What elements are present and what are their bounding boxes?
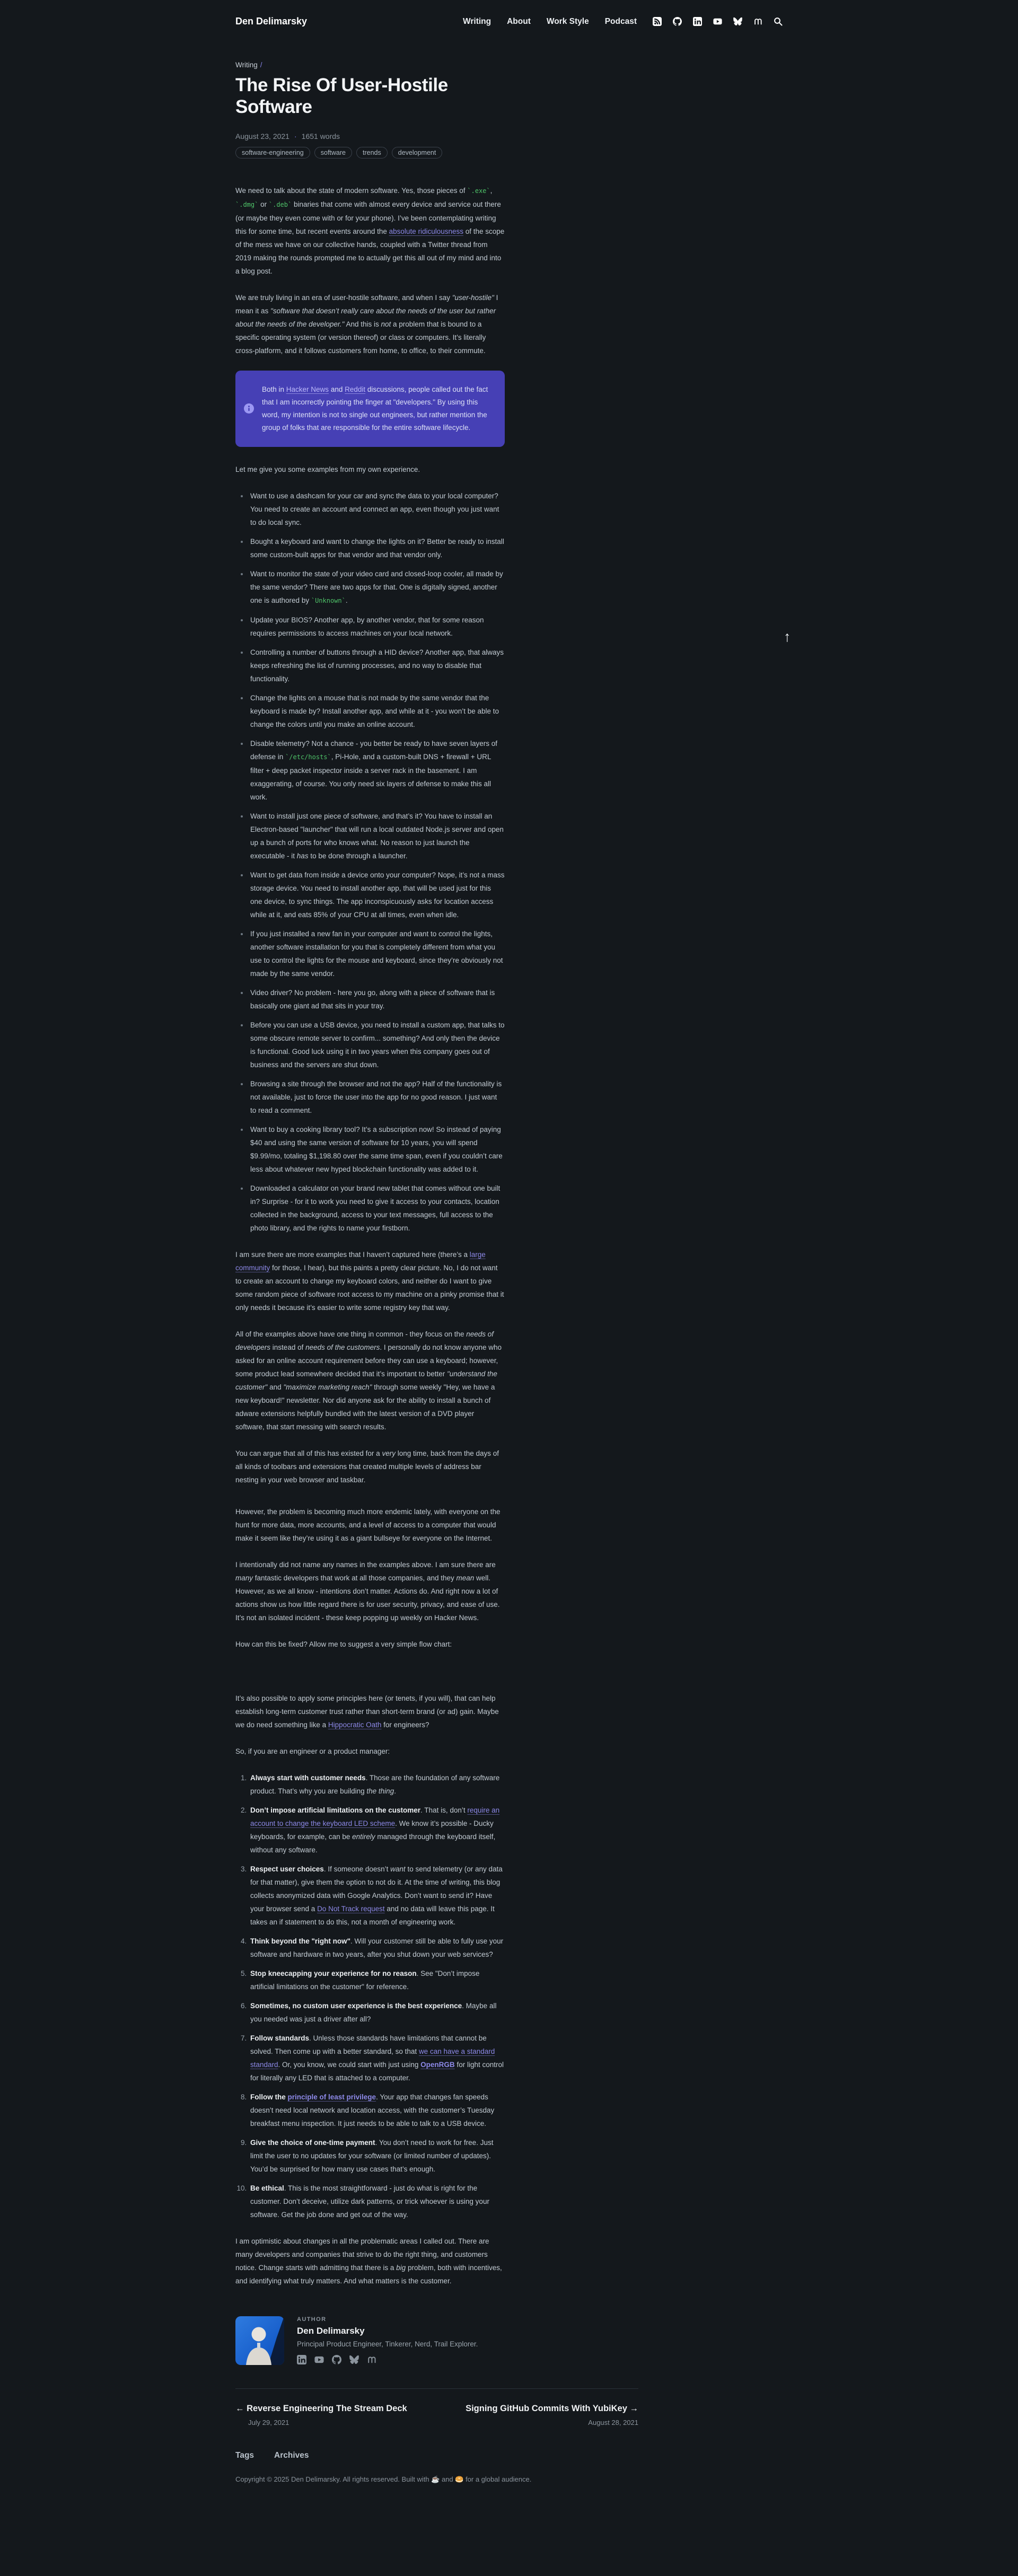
- text-run: for those, I hear), but this paints a pretty clear picture. No, I do not want to create an account to change my keyboard colors, and neither do I want to give some random piece of software root access to my machine on a pinky promise that it only needs it because it’s easier to write some registry key that way.: [235, 1263, 504, 1312]
- paragraph: [235, 463, 505, 476]
- text-run: . If someone doesn’t: [323, 1865, 391, 1873]
- emphasized-text: entirely: [352, 1832, 375, 1841]
- text-run: and no data will leave this page. It takes an if statement to do this, not a month of engineering work.: [250, 1904, 495, 1926]
- copyright-notice: Copyright © 2025 Den Delimarsky. All rights reserved. Built with ☕ and 🥯 for a global audience.: [235, 2475, 532, 2483]
- list-item: [249, 810, 505, 863]
- text-run: . Will your customer still be able to fully use your software and hardware in two years, after you shut down your web services?: [250, 1937, 504, 1958]
- list-item: [249, 2182, 505, 2221]
- text-run: Let me give you some examples from my own experience.: [235, 465, 420, 473]
- bluesky-icon[interactable]: [349, 2355, 359, 2364]
- text-run: And this is: [344, 320, 381, 328]
- emphasized-text: has: [296, 851, 309, 860]
- main-nav: [463, 17, 637, 27]
- text-run: You can argue that all of this has existed for a: [235, 1449, 382, 1457]
- next-post-date: August 28, 2021: [588, 2418, 638, 2426]
- list-item: [249, 1967, 505, 1993]
- tag-pill[interactable]: software-engineering: [235, 147, 310, 159]
- text-run: However, the problem is becoming much more endemic lately, with everyone on the hunt for more data, more accounts, and a level of access to a computer that would make it seem like they’re using it as a giant bullseye for everyone on the Internet.: [235, 1507, 501, 1542]
- strong-text: Give the choice of one-time payment: [250, 2138, 375, 2147]
- list-item: [249, 1935, 505, 1961]
- tag-list: [235, 147, 505, 159]
- emphasized-text: "user-hostile": [452, 293, 494, 302]
- text-run: and: [267, 1383, 284, 1391]
- github-icon[interactable]: [332, 2355, 341, 2364]
- list-item: [249, 1077, 505, 1117]
- text-run: We need to talk about the state of modern software. Yes, those pieces of: [235, 186, 468, 195]
- text-run: long time, back from the days of all kinds of toolbars and extensions that created multiple levels of address bar nesting in your web browser and taskbar.: [235, 1449, 499, 1484]
- text-run: . That is, don’t: [420, 1806, 468, 1814]
- author-name: Den Delimarsky: [297, 2325, 365, 2336]
- header-right: [463, 17, 783, 27]
- text-run: Want to buy a cooking library tool? It’s a subscription now! So instead of paying $40 and using the same version of software for 10 years, you will spend $9.99/mo, totaling $1,198.80 over the same time span, even if you couldn’t care less about whatever new hyped blockchain functionality was added to it.: [250, 1125, 503, 1173]
- text-run: Video driver? No problem - here you go, along with a piece of software that is basically one giant ad that sits in your tray.: [250, 988, 495, 1010]
- site-brand[interactable]: Den Delimarsky: [235, 16, 308, 27]
- inline-link[interactable]: absolute ridiculousness: [389, 227, 463, 235]
- breadcrumb: [235, 61, 505, 69]
- previous-post-link[interactable]: [235, 2404, 407, 2426]
- strong-text: Sometimes, no custom user experience is the best experience: [250, 2001, 462, 2010]
- text-run: problem, both with incentives, and identifying what truly matters. And what matters is the customer.: [235, 2263, 502, 2285]
- tag-pill[interactable]: software: [314, 147, 352, 159]
- emphasized-text: mean: [456, 1573, 475, 1582]
- list-item: [249, 1123, 505, 1176]
- text-run: How can this be fixed? Allow me to suggest a very simple flow chart:: [235, 1640, 452, 1648]
- inline-link[interactable]: OpenRGB: [420, 2060, 455, 2069]
- code-span: `.dmg`: [235, 200, 259, 208]
- list-item: [249, 2136, 505, 2176]
- text-run: , Pi-Hole, and a custom-built DNS + firewall + URL filter + deep packet inspector inside a server rack in the basement. I am exaggerating, of course. You only need six layers of defense to make this all work.: [250, 752, 492, 801]
- text-run: I am sure there are more examples that I haven’t captured here (there’s a: [235, 1250, 470, 1259]
- text-run: Want to use a dashcam for your car and sync the data to your local computer? You need to create an account and connect an app, even though you just want to do local sync.: [250, 491, 499, 526]
- text-run: fantastic developers that work at all those companies, and they: [253, 1573, 457, 1582]
- emphasized-text: the thing: [366, 1787, 394, 1795]
- text-run: Both in: [262, 385, 286, 393]
- author-card: [235, 2316, 505, 2365]
- text-run: Want to monitor the state of your video card and closed-loop cooler, all made by the same vendor? There are two apps for that. One is digitally signed, another one is authored by: [250, 569, 503, 604]
- paragraph: [235, 1505, 505, 1545]
- text-run: Disable telemetry? Not a chance - you better be ready to have seven layers of defense in: [250, 739, 498, 761]
- paragraph: [235, 1327, 505, 1434]
- strong-text: Stop kneecapping your experience for no reason: [250, 1969, 417, 1977]
- list-item: [249, 535, 505, 561]
- mastodon-icon[interactable]: [367, 2355, 376, 2364]
- list-item: [249, 613, 505, 640]
- callout-text: [262, 383, 491, 434]
- author-info: [297, 2316, 478, 2364]
- previous-post-title: ← Reverse Engineering The Stream Deck: [235, 2403, 407, 2413]
- text-run: I intentionally did not name any names in the examples above. I am sure there are: [235, 1560, 496, 1569]
- nav-item-work-style[interactable]: Work Style: [546, 16, 589, 26]
- text-run: of the scope of the mess we have on our collective hands, coupled with a Twitter thread from 2019 making the rounds prompted me to actually get this all out of my mind and into a blog post.: [235, 227, 505, 275]
- text-run: Update your BIOS? Another app, by another vendor, that for some reason requires permissions to access machines on your local network.: [250, 616, 484, 637]
- emphasized-text: very: [382, 1449, 396, 1457]
- post-navigation: [235, 2388, 638, 2426]
- text-run: .: [345, 596, 348, 604]
- code-span: `/etc/hosts`: [285, 753, 331, 761]
- info-icon: [244, 403, 254, 414]
- previous-post-date: July 29, 2021: [248, 2418, 289, 2426]
- up-arrow-icon: ↑: [784, 629, 791, 645]
- text-run: ,: [490, 186, 493, 195]
- footer-link-tags[interactable]: Tags: [235, 2450, 254, 2460]
- text-run: binaries that come with almost every device and service out there (or maybe they even come with or for your phone). I’ve been contemplating writing this for some time, but recent events around the: [235, 200, 501, 235]
- tag-pill[interactable]: trends: [356, 147, 388, 159]
- next-post-title: Signing GitHub Commits With YubiKey →: [466, 2403, 638, 2413]
- post-body: [235, 184, 505, 2288]
- list-item: [249, 2090, 505, 2130]
- scroll-to-top-button[interactable]: [784, 630, 791, 644]
- text-run: discussions, people called out the fact that I am incorrectly pointing the finger at "developers." By using this word, my intention is not to single out engineers, but rather mention the group of folks that are responsible for the entire software lifecycle.: [262, 385, 488, 432]
- emphasized-text: "understand the customer": [235, 1369, 497, 1391]
- list-item: [249, 927, 505, 980]
- list-item: [249, 986, 505, 1013]
- author-avatar: [235, 2316, 284, 2365]
- inline-link[interactable]: Do Not Track request: [317, 1904, 385, 1913]
- text-run: If you just installed a new fan in your computer and want to control the lights, another software installation for you that is completely different from what you use to control the lights for the mouse and keyboard, since they’re obviously not made by the same vendor.: [250, 929, 503, 978]
- linkedin-icon[interactable]: [693, 17, 702, 26]
- emphasized-text: "software that doesn’t really care about the needs of the user but rather about the needs of the developer.": [235, 306, 496, 328]
- github-icon[interactable]: [673, 17, 682, 26]
- text-run: Want to install just one piece of software, and that’s it? You have to install an Electron-based "launcher" that will run a local outdated Node.js server and open up a bunch of ports for who knows what. No reason to just launch the executable - it: [250, 812, 504, 860]
- text-run: Browsing a site through the browser and not the app? Half of the functionality is not available, just to force the user into the app for no good reason. I just want to read a comment.: [250, 1079, 502, 1114]
- strong-text: Think beyond the "right now": [250, 1937, 351, 1945]
- youtube-icon[interactable]: [713, 17, 722, 26]
- text-run: . Maybe all you needed was just a driver after all?: [250, 2001, 497, 2023]
- emphasized-text: want: [390, 1865, 406, 1873]
- text-run: Change the lights on a mouse that is not made by the same vendor that the keyboard is made by? Install another app, and while at it - you won’t be able to change the colors until you make an online account.: [250, 693, 499, 728]
- text-run: It’s also possible to apply some principles here (or tenets, if you will), that can help establish long-term customer trust rather than short-term brand (or ad) gain. Maybe we do need something like a: [235, 1694, 499, 1729]
- nav-item-writing[interactable]: Writing: [463, 16, 492, 26]
- code-span: `.exe`: [467, 187, 490, 195]
- list-item: [249, 1182, 505, 1235]
- list-item: [249, 1862, 505, 1929]
- text-run: well. However, as we all know - intentions don’t matter. Actions do. And right now a lot of actions show us how little regard there is for user security, privacy, and ease of use. It’s not an isolated incident - these keep popping up weekly on Hacker News.: [235, 1573, 500, 1622]
- text-run: I mean it as: [235, 293, 498, 315]
- page-title: The Rise Of User-Hostile Software: [235, 75, 448, 118]
- text-run: for light control for literally any LED that is attached to a computer.: [250, 2060, 504, 2082]
- code-span: `.deb`: [268, 200, 292, 208]
- paragraph: [235, 291, 505, 357]
- header-icons: [653, 17, 783, 26]
- paragraph: [235, 1558, 505, 1624]
- text-run: through some weekly "Hey, we have a new keyboard!" newsletter. Nor did anyone ask for the ability to install a bunch of adware extensions helpfully bundled with the latest version of a DVD player software, that start messing with search results.: [235, 1383, 495, 1431]
- text-run: . Or, you know, we could start with just using: [278, 2060, 421, 2069]
- text-run: .: [394, 1787, 396, 1795]
- flowchart-image: [235, 1664, 505, 1692]
- breadcrumb-separator: /: [260, 61, 262, 69]
- inline-link[interactable]: Hippocratic Oath: [328, 1720, 382, 1729]
- footer-link-archives[interactable]: Archives: [274, 2450, 309, 2460]
- main-content: [235, 61, 783, 2499]
- text-run: So, if you are an engineer or a product manager:: [235, 1747, 390, 1755]
- text-run: I am optimistic about changes in all the problematic areas I called out. There are many developers and companies that strive to do the right thing, and customers notice. Change starts with admitting that there is a: [235, 2237, 489, 2272]
- paragraph: [235, 1745, 505, 1758]
- text-run: . I personally do not know anyone who asked for an online account requirement before they can use a keyboard; however, some product lead somewhere decided that it’s important to better: [235, 1343, 502, 1378]
- paragraph: [235, 1447, 505, 1487]
- text-run: instead of: [270, 1343, 306, 1351]
- paragraph: [235, 184, 505, 278]
- footer-links: [235, 2451, 783, 2460]
- meta-separator-dot: ·: [294, 131, 297, 140]
- list-item: [249, 868, 505, 921]
- paragraph: [235, 2235, 505, 2288]
- post-meta: [235, 132, 505, 140]
- article: [235, 61, 505, 2288]
- paragraph: [235, 1638, 505, 1651]
- author-social-icons: [297, 2355, 478, 2364]
- text-run: or: [258, 200, 269, 208]
- list-item: [249, 567, 505, 608]
- text-run: for engineers?: [381, 1720, 429, 1729]
- emphasized-text: many: [235, 1573, 253, 1582]
- text-run: Want to get data from inside a device onto your computer? Nope, it’s not a mass storage device. You need to install another app, that will be used just for this one device, to sync things. The app inconspicuously asks for location access while at it, and eats 85% of your CPU at all times, even when idle.: [250, 871, 505, 919]
- text-run: to send telemetry (or any data for that matter), give them the option to not do it. At the time of writing, this blog collects anonymized data with Google Analytics. Don’t want to send it? Have your browser send a: [250, 1865, 503, 1913]
- list-item: [249, 1804, 505, 1857]
- list-item: [249, 646, 505, 685]
- text-run: . See "Don’t impose artificial limitations on the customer" for reference.: [250, 1969, 480, 1991]
- emphasized-text: not: [381, 320, 391, 328]
- text-run: . This is the most straightforward - just do what is right for the customer. Don’t deceive, utilize dark patterns, or trick whoever is using your software. Get the job done and get out of the way.: [250, 2184, 489, 2219]
- list-item: [249, 1018, 505, 1071]
- info-callout: [235, 371, 505, 447]
- nav-item-about[interactable]: About: [507, 16, 531, 26]
- text-run: . We know it’s possible - Ducky keyboards, for example, can be: [250, 1819, 494, 1841]
- author-label: AUTHOR: [297, 2316, 327, 2323]
- text-run: . You don’t need to work for free. Just limit the user to no updates for your software (or limited number of updates). You’d be surprised for how many use cases that’s enough.: [250, 2138, 494, 2173]
- emphasized-text: "maximize marketing reach": [283, 1383, 372, 1391]
- strong-text: Always start with customer needs: [250, 1773, 366, 1782]
- text-run: and: [329, 385, 345, 393]
- tag-pill[interactable]: development: [392, 147, 443, 159]
- word-count: 1651 words: [301, 131, 340, 140]
- linkedin-icon[interactable]: [297, 2355, 306, 2364]
- text-run: Bought a keyboard and want to change the lights on it? Better be ready to install some custom-built apps for that vendor and that vendor only.: [250, 537, 504, 559]
- search-icon[interactable]: [774, 17, 783, 26]
- paragraph: [235, 1248, 505, 1314]
- strong-text: Respect user choices: [250, 1865, 324, 1873]
- numbered-list: [235, 1771, 505, 2221]
- text-run: All of the examples above have one thing in common - they focus on the: [235, 1330, 467, 1338]
- inline-link[interactable]: Reddit: [345, 385, 366, 393]
- inline-link[interactable]: require an account to change the keyboard LED scheme: [250, 1806, 500, 1827]
- inline-link[interactable]: large community: [235, 1250, 486, 1272]
- mastodon-icon[interactable]: [753, 17, 762, 26]
- text-run: We are truly living in an era of user-hostile software, and when I say: [235, 293, 452, 302]
- emphasized-text: big: [396, 2263, 406, 2272]
- code-span: `Unknown`: [311, 596, 346, 604]
- text-run: Downloaded a calculator on your brand new tablet that comes without one built in? Surprise - for it to work you need to give it access to your contacts, location collected in the background, access to your text messages, full access to the photo library, and the rights to name your firstborn.: [250, 1184, 501, 1232]
- strong-text: Follow standards: [250, 2034, 310, 2042]
- paragraph: [235, 1692, 505, 1731]
- list-item: [249, 737, 505, 804]
- text-run: a problem that is bound to a specific operating system (or version thereof) or class or computers. It’s literally cross-platform, and it follows customers from home, to office, to their commute.: [235, 320, 486, 355]
- text-run: Controlling a number of buttons through a HID device? Another app, that always keeps refreshing the list of running processes, and no way to disable that functionality.: [250, 648, 504, 683]
- list-item: [249, 489, 505, 529]
- emphasized-text: needs of developers: [235, 1330, 494, 1351]
- list-item: [249, 691, 505, 731]
- rss-icon[interactable]: [653, 17, 662, 26]
- text-run: to be done through a launcher.: [308, 851, 408, 860]
- strong-text: Follow the: [250, 2093, 288, 2101]
- text-run: Before you can use a USB device, you need to install a custom app, that talks to some obscure remote server to confirm... something? And only then the device is functional. Good luck using it in two years when this company goes out of business and the servers are shut down.: [250, 1021, 505, 1069]
- breadcrumb-writing-link[interactable]: Writing: [235, 61, 258, 69]
- text-run: . Those are the foundation of any software product. That’s why you are building: [250, 1773, 500, 1795]
- inline-link[interactable]: principle of least privilege: [287, 2093, 376, 2101]
- post-date: August 23, 2021: [235, 131, 289, 140]
- strong-text: Be ethical: [250, 2184, 284, 2192]
- strong-text: Don’t impose artificial limitations on the customer: [250, 1806, 421, 1814]
- bluesky-icon[interactable]: [733, 17, 742, 26]
- text-run: . Unless those standards have limitations that cannot be solved. Then come up with a better standard, so that: [250, 2034, 487, 2055]
- emphasized-text: needs of the customers: [305, 1343, 380, 1351]
- inline-link[interactable]: Hacker News: [286, 385, 329, 393]
- text-run: managed through the keyboard itself, without any software.: [250, 1832, 496, 1854]
- text-run: . Your app that changes fan speeds doesn’t need local network and location access, with the customer’s Tuesday breakfast menu inspection. It just needs to be able to talk to a USB device.: [250, 2093, 495, 2127]
- bullet-list: [235, 489, 505, 1235]
- left-arrow-icon: ←: [235, 2403, 244, 2413]
- list-item: [249, 2032, 505, 2085]
- next-post-link[interactable]: [466, 2404, 638, 2426]
- nav-item-podcast[interactable]: Podcast: [604, 16, 637, 26]
- right-arrow-icon: →: [629, 2403, 638, 2413]
- site-header: [235, 0, 783, 27]
- youtube-icon[interactable]: [314, 2355, 324, 2364]
- list-item: [249, 1999, 505, 2026]
- inline-link[interactable]: we can have a standard standard: [250, 2047, 495, 2069]
- list-item: [249, 1771, 505, 1798]
- site-footer: [235, 2451, 783, 2499]
- author-bio: Principal Product Engineer, Tinkerer, Nerd, Trail Explorer.: [297, 2340, 478, 2348]
